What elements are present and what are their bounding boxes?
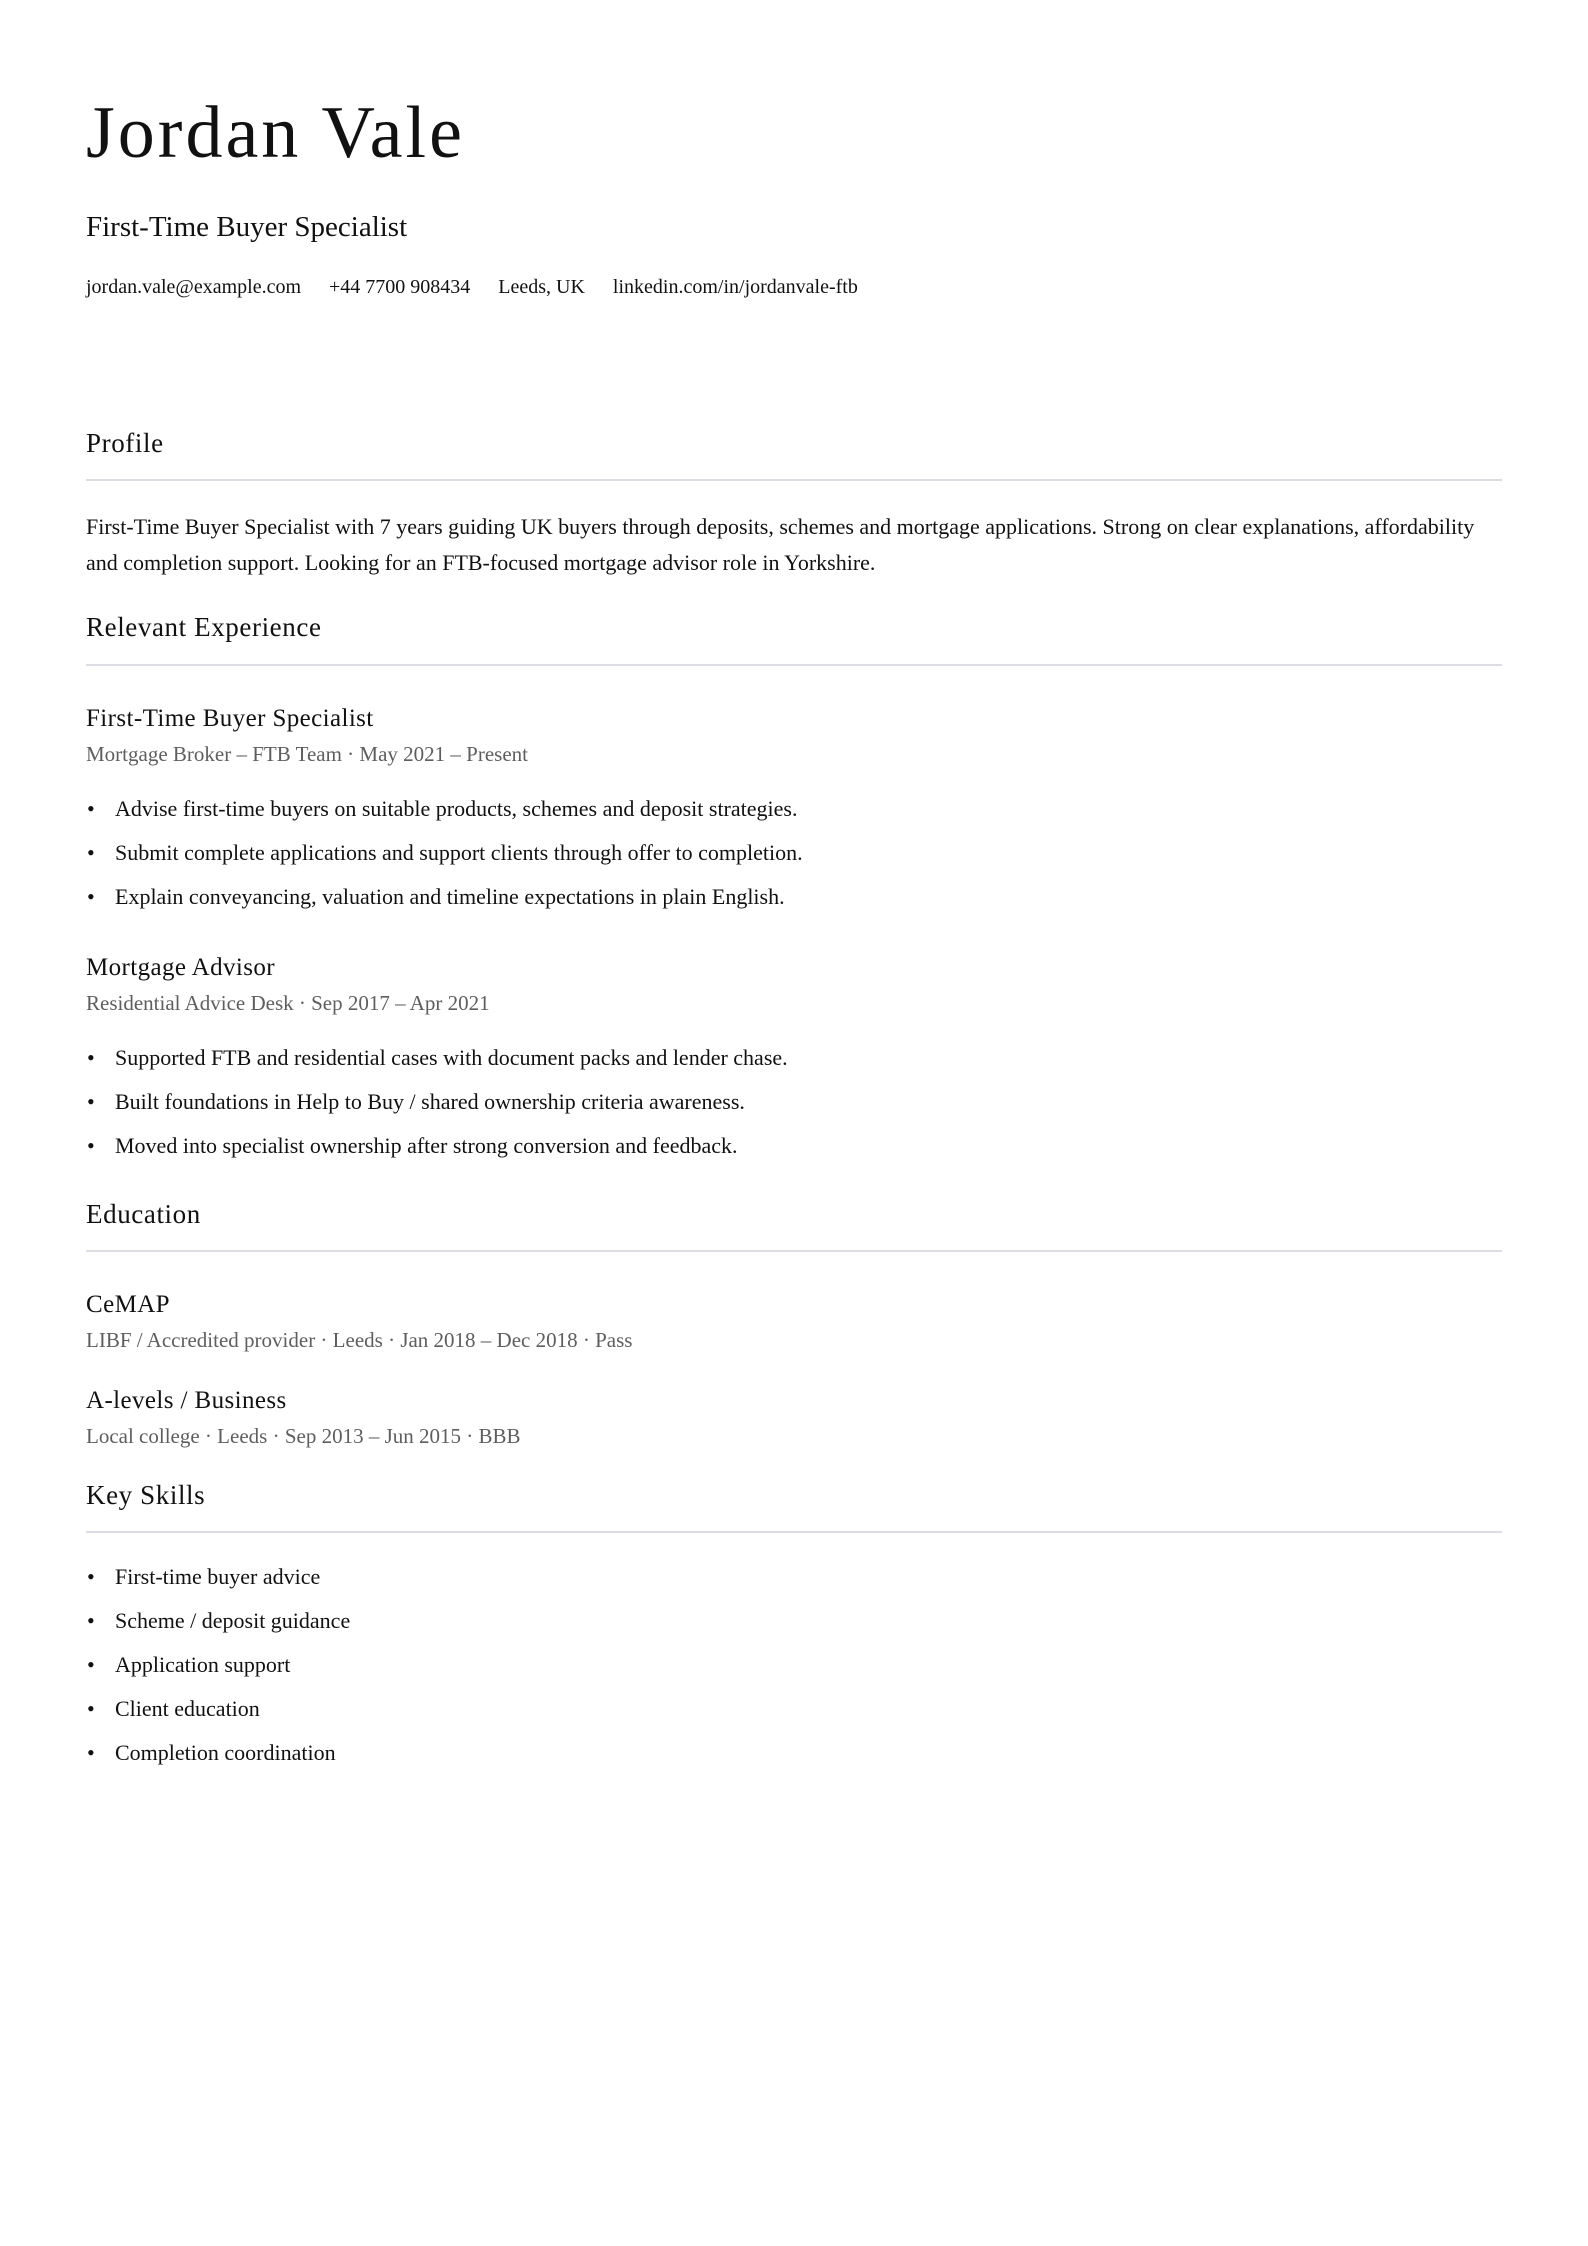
skill-text: Application support: [115, 1652, 291, 1678]
list-item: [86, 1643, 1502, 1687]
skill-text: Client education: [115, 1696, 260, 1722]
bullet-text: Advise first-time buyers on suitable products, schemes and deposit strategies.: [115, 795, 798, 821]
job-meta: Residential Advice Desk · Sep 2017 – Apr 2021: [86, 990, 490, 1015]
job-meta: Mortgage Broker – FTB Team · May 2021 – Present: [86, 741, 528, 766]
candidate-headline: First-Time Buyer Specialist: [86, 211, 408, 243]
education-entry: [86, 1386, 1502, 1449]
list-item: [86, 1036, 1502, 1080]
contact-phone: +44 7700 908434: [329, 275, 471, 298]
bullet-text: Supported FTB and residential cases with document packs and lender chase.: [115, 1044, 788, 1070]
list-item: [86, 1599, 1502, 1643]
job-bullets: [86, 1036, 1502, 1168]
skills-section: [86, 1479, 1502, 1775]
list-item: [86, 875, 1502, 919]
bullet-icon: •: [87, 1696, 95, 1722]
skill-text: First-time buyer advice: [115, 1564, 321, 1590]
section-title-skills: Key Skills: [86, 1479, 1502, 1533]
bullet-text: Moved into specialist ownership after strong conversion and feedback.: [115, 1132, 738, 1158]
bullet-icon: •: [87, 1652, 95, 1678]
bullet-text: Explain conveyancing, valuation and timeline expectations in plain English.: [115, 883, 785, 909]
job-title: First-Time Buyer Specialist: [86, 704, 374, 732]
experience-entry: [86, 704, 1502, 919]
bullet-text: Built foundations in Help to Buy / shared ownership criteria awareness.: [115, 1088, 745, 1114]
list-item: [86, 1687, 1502, 1731]
experience-entry: [86, 953, 1502, 1168]
contact-linkedin: linkedin.com/in/jordanvale-ftb: [612, 275, 858, 298]
skill-text: Completion coordination: [115, 1740, 336, 1766]
job-bullets: [86, 787, 1502, 919]
skills-list: [86, 1555, 1502, 1775]
section-title-education: Education: [86, 1198, 1502, 1252]
resume-header: [86, 92, 1502, 299]
candidate-name: Jordan Vale: [86, 92, 465, 174]
qualification-title: A-levels / Business: [86, 1386, 287, 1414]
qualification-meta: Local college · Leeds · Sep 2013 – Jun 2015 · BBB: [86, 1423, 521, 1448]
bullet-icon: •: [87, 1044, 95, 1070]
education-section: [86, 1198, 1502, 1449]
list-item: [86, 1731, 1502, 1775]
list-item: [86, 1080, 1502, 1124]
bullet-text: Submit complete applications and support clients through offer to completion.: [115, 839, 803, 865]
education-entry: [86, 1290, 1502, 1353]
qualification-meta: LIBF / Accredited provider · Leeds · Jan 2018 – Dec 2018 · Pass: [86, 1328, 633, 1353]
bullet-icon: •: [87, 1740, 95, 1766]
section-title-profile: Profile: [86, 427, 1502, 481]
bullet-icon: •: [87, 1132, 95, 1158]
profile-summary: First-Time Buyer Specialist with 7 years guiding UK buyers through deposits, schemes and mortgage applications. Strong on clear explanations, affordability and completion support. Looking for an FTB-focused mortgage advisor role in Yorkshire.: [86, 514, 1475, 576]
list-item: [86, 1555, 1502, 1599]
job-title: Mortgage Advisor: [86, 953, 276, 981]
bullet-icon: •: [87, 1608, 95, 1634]
bullet-icon: •: [87, 795, 95, 821]
list-item: [86, 831, 1502, 875]
bullet-icon: •: [87, 883, 95, 909]
qualification-title: CeMAP: [86, 1291, 170, 1319]
contact-line: [86, 275, 1502, 299]
skill-text: Scheme / deposit guidance: [115, 1608, 351, 1634]
bullet-icon: •: [87, 839, 95, 865]
bullet-icon: •: [87, 1564, 95, 1590]
bullet-icon: •: [87, 1088, 95, 1114]
contact-email: jordan.vale@example.com: [86, 275, 301, 298]
list-item: [86, 787, 1502, 831]
experience-section: [86, 611, 1502, 1168]
profile-section: [86, 427, 1502, 581]
contact-location: Leeds, UK: [498, 275, 585, 298]
section-title-experience: Relevant Experience: [86, 611, 1502, 665]
list-item: [86, 1124, 1502, 1168]
